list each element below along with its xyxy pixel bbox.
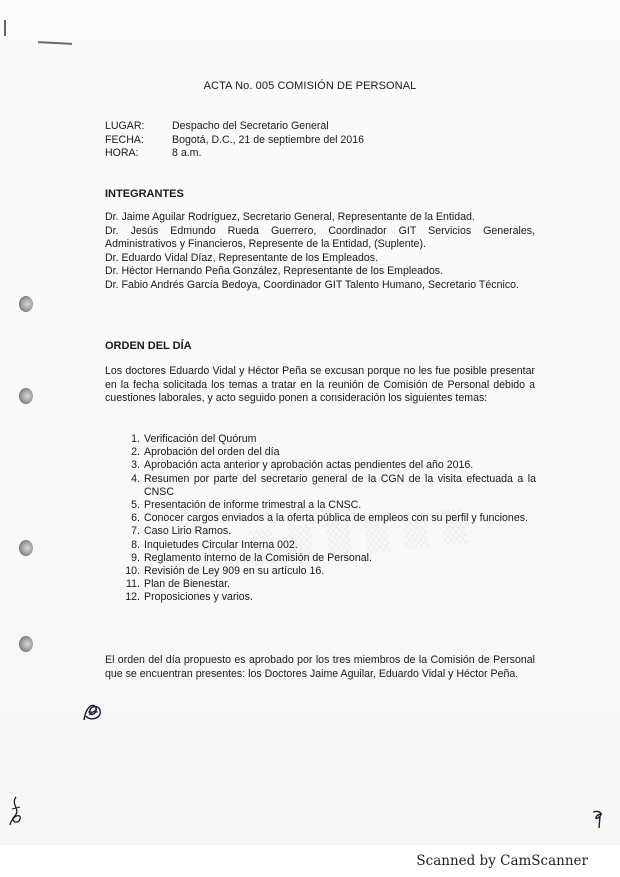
agenda-text: Proposiciones y varios. — [144, 591, 253, 604]
agenda-number: 1. — [131, 433, 140, 445]
member-item: Dr. Jaime Aguilar Rodríguez, Secretario General, Representante de la Entidad. — [105, 211, 475, 223]
agenda-heading: ORDEN DEL DÍA — [105, 340, 192, 352]
pen-mark — [38, 41, 72, 44]
meta-value: 8 a.m. — [172, 147, 202, 160]
meta-row-lugar — [105, 120, 535, 134]
agenda-text: Aprobación acta anterior y aprobación actas pendientes del año 2016. — [144, 459, 474, 472]
agenda-text: Revisión de Ley 909 en su artículo 16. — [144, 565, 325, 578]
agenda-item — [118, 433, 536, 446]
member-item: Dr. Eduardo Vidal Díaz, Representante de los Empleados. — [105, 251, 379, 264]
agenda-text: Resumen por parte del secretario general de la CGN de la visita efectuada a la CNSC — [144, 472, 536, 498]
agenda-item — [118, 552, 536, 565]
handwritten-signature — [6, 795, 26, 829]
agenda-item — [118, 525, 536, 538]
meta-block — [105, 120, 535, 161]
members-list — [105, 211, 535, 293]
member-item: Dr. Jesús Edmundo Rueda Guerrero, Coordinador GIT Servicios Generales, Administrativos y Financieros, Represente de la Entidad, (Suplente). — [105, 224, 535, 251]
agenda-item — [118, 499, 536, 512]
member-item: Dr. Héctor Hernando Peña González, Representante de los Empleados. — [105, 265, 444, 278]
conclusion-paragraph: El orden del día propuesto es aprobado por los tres miembros de la Comisión de Personal que se encuentran presentes: los Doctores Jaime Aguilar, Eduardo Vidal y Héctor Peña. — [105, 654, 535, 680]
agenda-text: Aprobación del orden del día — [144, 446, 280, 459]
agenda-item — [118, 459, 536, 472]
punch-hole-2 — [19, 388, 33, 404]
meta-label: LUGAR: — [105, 120, 145, 132]
agenda-text: Presentación de informe trimestral a la CNSC. — [144, 499, 362, 512]
agenda-item — [118, 591, 536, 604]
member-item: Dr. Fabio Andrés García Bedoya, Coordinador GIT Talento Humano, Secretario Técnico. — [105, 278, 519, 291]
agenda-number: 12. — [125, 591, 140, 604]
agenda-item — [118, 512, 536, 525]
agenda-item — [118, 446, 536, 459]
meta-value: Despacho del Secretario General — [172, 120, 329, 132]
agenda-number: 6. — [131, 512, 140, 525]
agenda-number: 2. — [131, 446, 140, 459]
agenda-item — [118, 473, 536, 499]
punch-hole-3 — [19, 540, 33, 556]
meta-label: FECHA: — [105, 133, 144, 146]
agenda-item — [118, 578, 536, 591]
agenda-item — [118, 539, 536, 552]
agenda-number: 4. — [131, 472, 140, 485]
agenda-text: Caso Lirio Ramos. — [144, 525, 232, 538]
meta-row-hora — [105, 147, 535, 161]
meta-label: HORA: — [105, 147, 139, 160]
agenda-number: 11. — [126, 578, 140, 591]
scan-edge-mark — [4, 20, 6, 36]
agenda-number: 3. — [131, 459, 140, 472]
members-heading: INTEGRANTES — [105, 188, 184, 200]
scanner-footer-label: Scanned by CamScanner — [416, 853, 588, 869]
document-title: ACTA No. 005 COMISIÓN DE PERSONAL — [203, 80, 417, 92]
agenda-text: Plan de Bienestar. — [144, 578, 230, 591]
agenda-number: 8. — [131, 538, 140, 551]
handwritten-page-mark — [590, 808, 608, 830]
agenda-text: Conocer cargos enviados a la oferta pública de empleos con su perfil y funciones. — [144, 512, 528, 525]
agenda-text: Reglamento interno de la Comisión de Personal. — [144, 551, 372, 564]
agenda-item — [118, 565, 536, 578]
handwritten-initials — [80, 700, 106, 724]
agenda-text: Verificación del Quórum — [144, 433, 257, 445]
agenda-text: Inquietudes Circular Interna 002. — [144, 538, 298, 551]
meta-value: Bogotá, D.C., 21 de septiembre del 2016 — [172, 133, 364, 146]
agenda-number: 5. — [131, 499, 140, 512]
agenda-number: 9. — [131, 551, 140, 564]
punch-hole-1 — [19, 296, 33, 312]
agenda-list — [118, 433, 536, 605]
agenda-intro: Los doctores Eduardo Vidal y Héctor Peña se excusan porque no les fue posible presentar en la fecha solicitada los temas a tratar en la reunión de Comisión de Personal debido a cuestiones laborales, y acto seguido ponen a consideración los siguientes temas: — [105, 365, 535, 405]
agenda-number: 7. — [131, 525, 140, 538]
punch-hole-4 — [19, 636, 33, 652]
meta-row-fecha — [105, 134, 535, 148]
agenda-number: 10. — [125, 565, 140, 578]
